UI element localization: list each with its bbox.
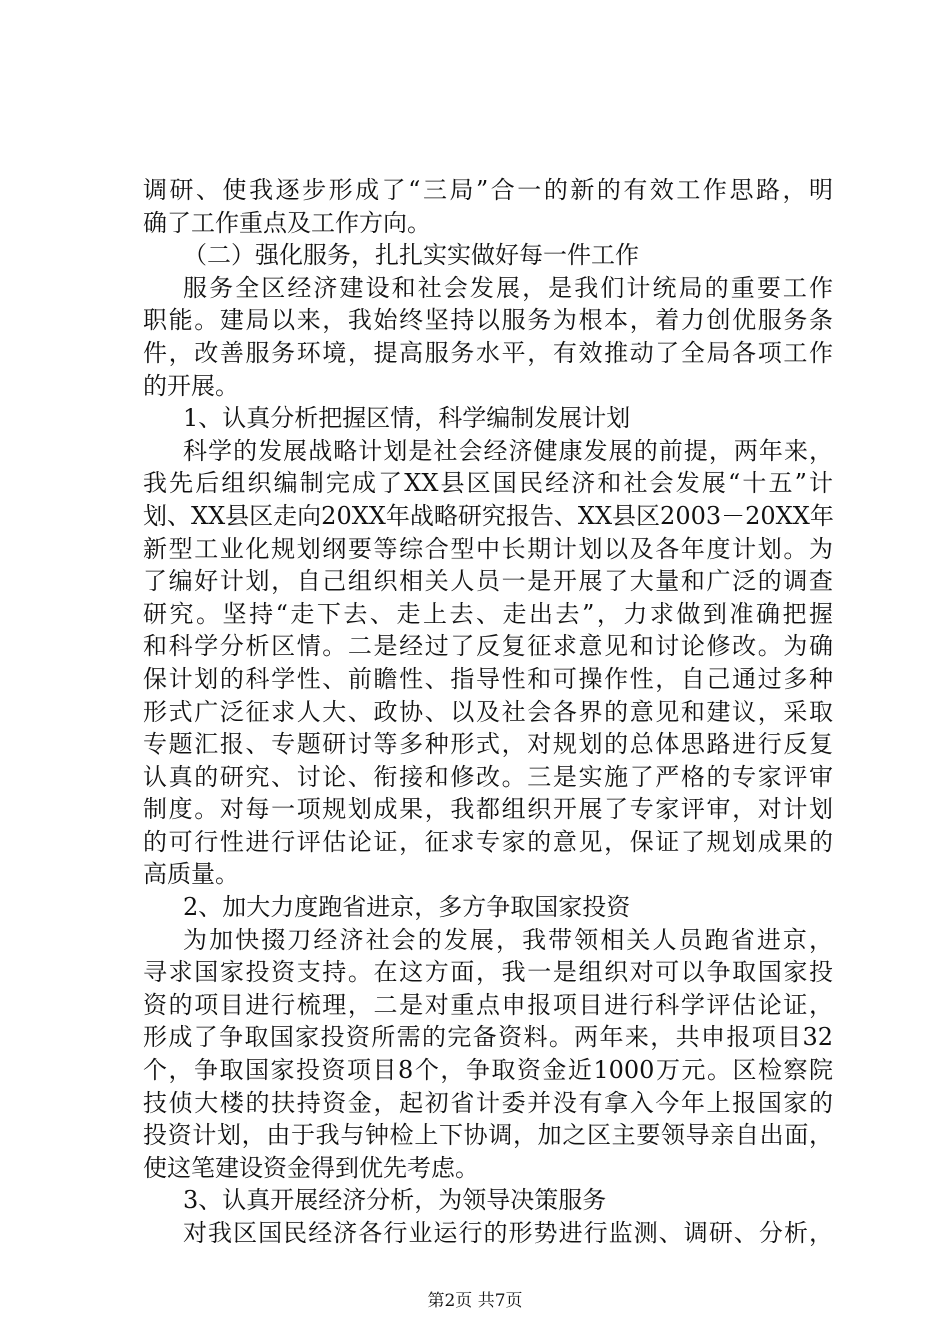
text-line: 个，争取国家投资项目8个，争取资金近1000万元。区检察院 [143,1056,833,1085]
text-line: 技侦大楼的扶持资金，起初省计委并没有拿入今年上报国家的 [143,1088,833,1117]
text-line: 对我区国民经济各行业运行的形势进行监测、调研、分析， [183,1219,833,1247]
text-line: 投资计划，由于我与钟检上下协调，加之区主要领导亲自出面， [143,1121,833,1150]
text-line: 件，改善服务环境，提高服务水平，有效推动了全局各项工作 [143,338,833,367]
text-line: 形式广泛征求人大、政协、以及社会各界的意见和建议，采取 [143,697,833,726]
text-line: 保计划的科学性、前瞻性、指导性和可操作性，自己通过多种 [143,664,833,693]
text-line: 制度。对每一项规划成果，我都组织开展了专家评审，对计划 [143,795,833,824]
text-line: 和科学分析区情。二是经过了反复征求意见和讨论修改。为确 [143,632,833,661]
text-line: 了编好计划，自己组织相关人员一是开展了大量和广泛的调查 [143,567,833,596]
text-line: 我先后组织编制完成了XX县区国民经济和社会发展“十五”计 [143,469,833,498]
text-line: 为加快掇刀经济社会的发展，我带领相关人员跑省进京， [183,925,833,954]
text-line: 的开展。 [143,371,239,400]
section-heading: 3、认真开展经济分析，为领导决策服务 [183,1186,607,1215]
text-line: 使这笔建设资金得到优先考虑。 [143,1153,479,1182]
text-line: 资的项目进行梳理，二是对重点申报项目进行科学评估论证， [143,990,833,1019]
section-heading: 2、加大力度跑省进京，多方争取国家投资 [183,893,631,922]
document-body [143,174,833,1250]
text-line: 调研、使我逐步形成了“三局”合一的新的有效工作思路，明 [143,176,833,204]
text-line: 形成了争取国家投资所需的完备资料。两年来，共申报项目32 [143,1023,833,1052]
text-line: 的可行性进行评估论证，征求专家的意见，保证了规划成果的 [143,827,833,856]
text-line: 专题汇报、专题研讨等多种形式，对规划的总体思路进行反复 [143,730,833,759]
text-line: 确了工作重点及工作方向。 [143,208,431,237]
text-line: 认真的研究、讨论、衔接和修改。三是实施了严格的专家评审 [143,762,833,791]
text-line: 研究。坚持“走下去、走上去、走出去”，力求做到准确把握 [143,599,833,628]
text-line: 划、XX县区走向20XX年战略研究报告、XX县区2003－20XX年 [143,501,834,530]
section-heading: 1、认真分析把握区情，科学编制发展计划 [183,404,631,433]
text-line: 高质量。 [143,860,239,889]
text-line: 新型工业化规划纲要等综合型中长期计划以及各年度计划。为 [143,534,833,563]
text-line: 科学的发展战略计划是社会经济健康发展的前提，两年来， [183,436,833,465]
text-line: 寻求国家投资支持。在这方面，我一是组织对可以争取国家投 [143,958,833,987]
text-line: 职能。建局以来，我始终坚持以服务为根本，着力创优服务条 [143,306,833,335]
section-heading: （二）强化服务，扎扎实实做好每一件工作 [183,241,639,270]
text-line: 服务全区经济建设和社会发展，是我们计统局的重要工作 [183,273,833,302]
page-number-footer: 第2页 共7页 [427,1291,523,1311]
